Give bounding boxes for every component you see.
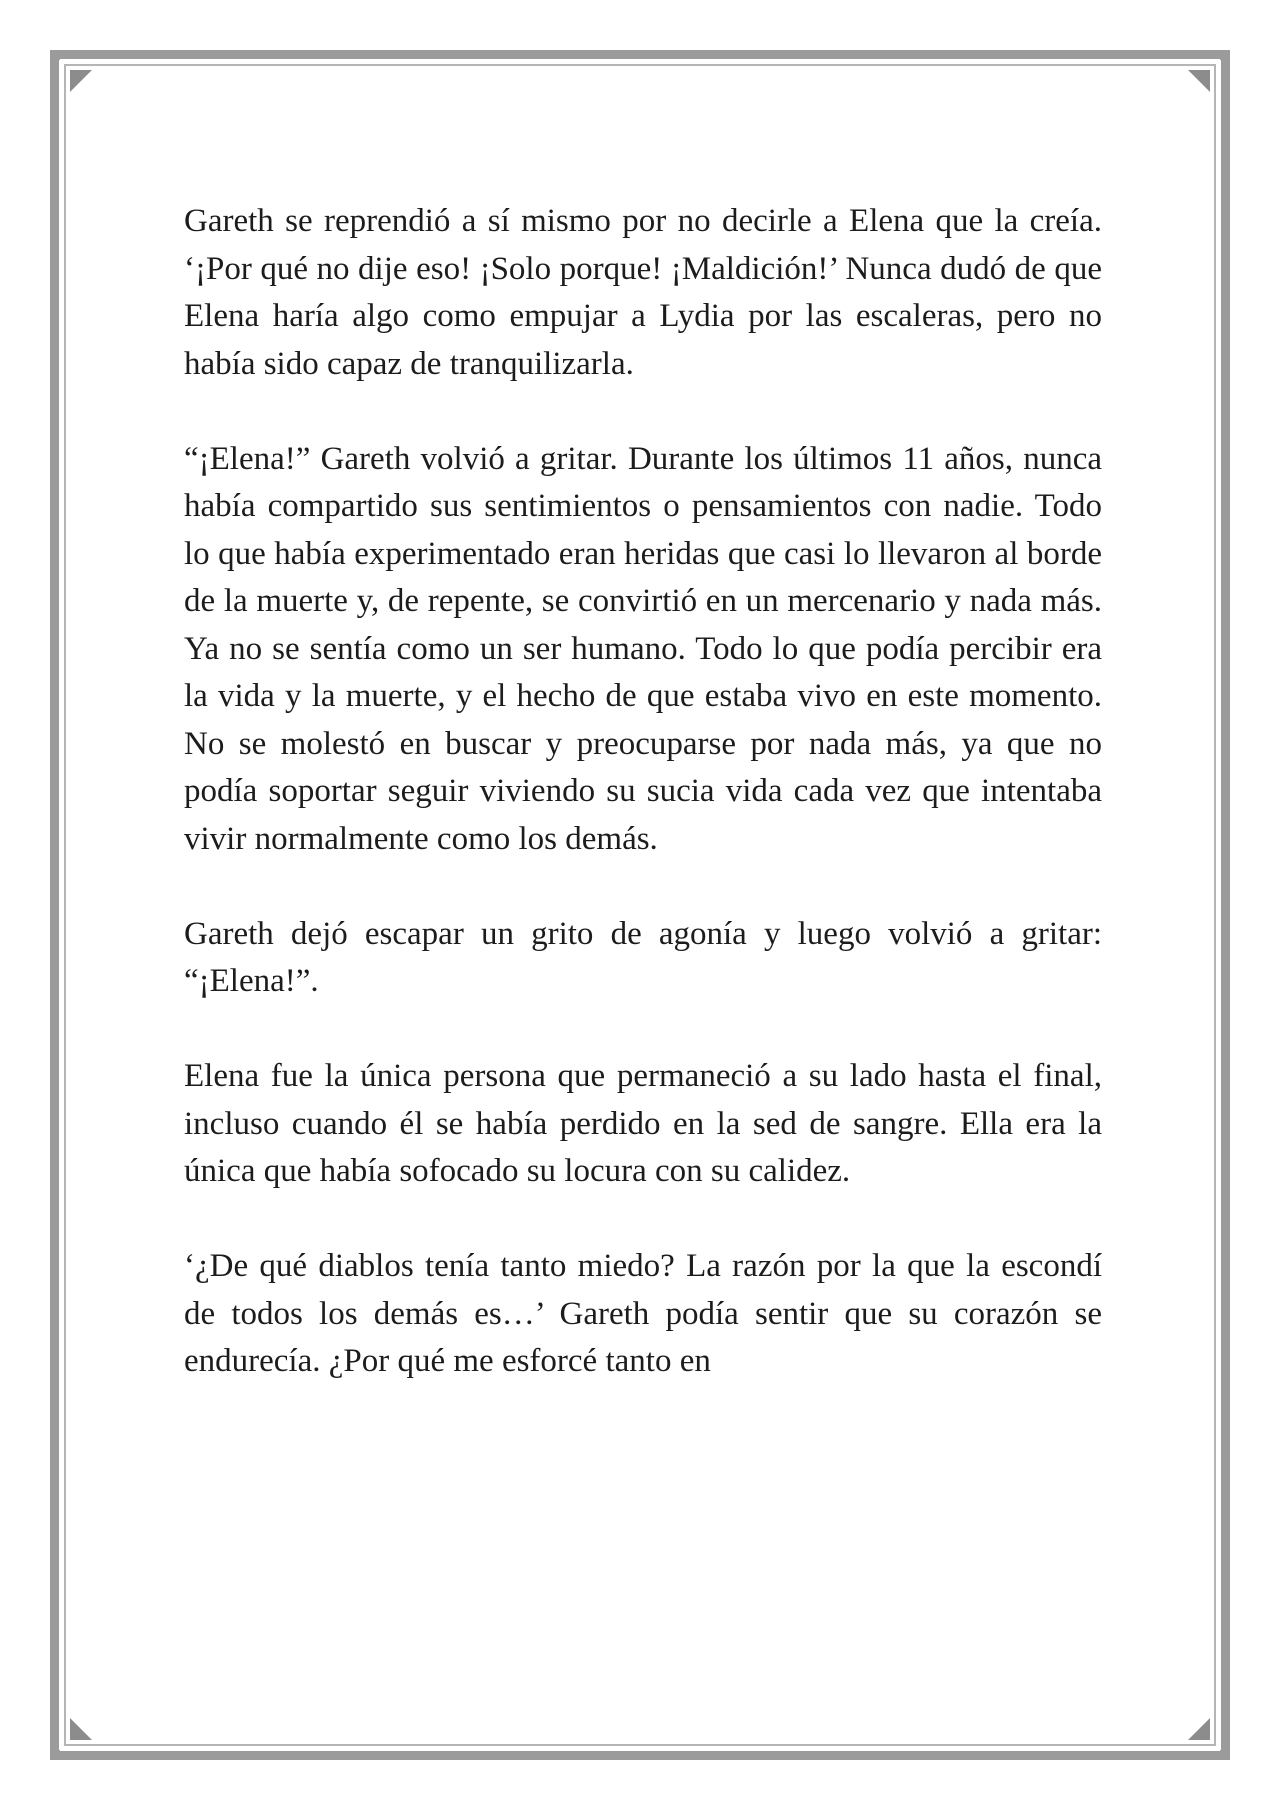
paragraph: “¡Elena!” Gareth volvió a gritar. Durante los últimos 11 años, nunca había compartido sus sentimientos o pensamientos con nadie. Todo lo que había experimentado eran heridas que casi lo llevaron al borde de la muerte y, de repente, se convirtió en un mercenario y nada más. Ya no se sentía como un ser humano. Todo lo que podía percibir era la vida y la muerte, y el hecho de que estaba vivo en este momento. No se molestó en buscar y preocuparse por nada más, ya que no podía soportar seguir viviendo su sucia vida cada vez que intentaba vivir normalmente como los demás. [184, 440, 1102, 857]
paragraph: ‘¿De qué diablos tenía tanto miedo? La razón por la que la escondí de todos los demás es…’ Gareth podía sentir que su corazón se endurecía. ¿Por qué me esforcé tanto en [184, 1248, 1102, 1379]
corner-square-top-right [1220, 50, 1230, 60]
corner-square-bottom-left [50, 1750, 60, 1760]
corner-ornament-bottom-right-icon [1188, 1718, 1210, 1740]
paragraph: Gareth dejó escapar un grito de agonía y luego volvió a gritar: “¡Elena!”. [184, 915, 1102, 999]
corner-ornament-top-right-icon [1188, 70, 1210, 92]
corner-ornament-top-left-icon [70, 70, 92, 92]
paragraph: Gareth se reprendió a sí mismo por no decirle a Elena que la creía. ‘¡Por qué no dije eso! ¡Solo porque! ¡Maldición!’ Nunca dudó de que Elena haría algo como empujar a Lydia por las escaleras, pero no había sido capaz de tranquilizarla. [184, 203, 1102, 382]
corner-ornament-bottom-left-icon [70, 1718, 92, 1740]
corner-square-bottom-right [1220, 1750, 1230, 1760]
corner-square-top-left [50, 50, 60, 60]
paragraph: Elena fue la única persona que permaneció a su lado hasta el final, incluso cuando él se había perdido en la sed de sangre. Ella era la única que había sofocado su locura con su calidez. [184, 1058, 1102, 1189]
page-body [184, 198, 1102, 1386]
